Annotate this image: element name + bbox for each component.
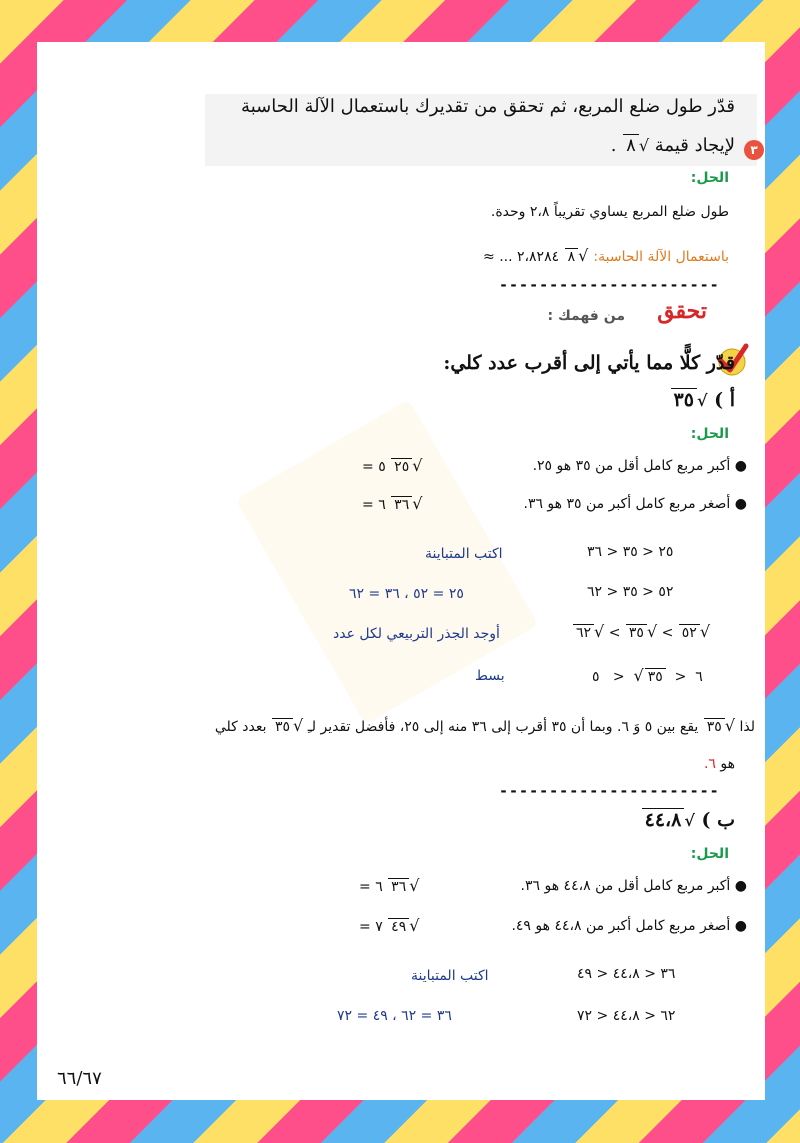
conclusion-expr-2 xyxy=(271,716,303,735)
part-a-label xyxy=(670,388,735,411)
part-a-step-2-side: ٢٥ = ٥٢ ، ٣٦ = ٦٢ xyxy=(349,586,464,602)
part-a-bullet-1-radicand: ٢٥ xyxy=(391,458,412,475)
part-b-step-1-label: اكتب المتباينة xyxy=(411,968,489,984)
question-line-2-text: لإيجاد قيمة xyxy=(654,135,735,156)
part-b-bullet-2-radicand: ٤٩ xyxy=(388,918,409,935)
part-b-bullet-1-radicand: ٣٦ xyxy=(388,878,409,895)
verify-subtitle: من فهمك : xyxy=(547,308,625,324)
part-a-bullet-1-result: = ٥ xyxy=(362,459,386,475)
part-b-bullet-1-text: أكبر مربع كامل أقل من ٤٤،٨ هو ٣٦. xyxy=(520,878,731,894)
part-b-bullet-1-result: = ٦ xyxy=(359,879,383,895)
part-b-bullet-1 xyxy=(521,878,747,894)
radical-icon: √ xyxy=(699,622,711,641)
radicand: ٨ xyxy=(623,134,639,156)
radical-icon: √ xyxy=(412,456,423,475)
part-a-step-4-right: ٦ xyxy=(695,669,703,685)
radical-icon: √ xyxy=(638,136,650,155)
part-b-bullet-1-math xyxy=(359,876,419,895)
calc-value: ≈ ... ٢،٨٢٨٤ xyxy=(483,249,560,265)
calc-row xyxy=(483,246,729,265)
calc-expression xyxy=(483,246,588,265)
part-a-step-1-math: ٢٥ < ٣٥ < ٣٦ xyxy=(587,544,674,560)
verify-title: تحقق xyxy=(657,298,707,324)
part-a-bullet-2-result: = ٦ xyxy=(362,497,386,513)
radical-icon: √ xyxy=(412,494,423,513)
conclusion-expr-1 xyxy=(703,716,735,735)
part-b-step-1-math: ٣٦ < ٤٤،٨ < ٤٩ xyxy=(577,966,676,982)
radical-icon: √ xyxy=(724,716,736,735)
radical-icon: √ xyxy=(293,716,304,735)
question-line-2-end: . xyxy=(610,135,617,156)
part-b-bullet-2-text: أصغر مربع كامل أكبر من ٤٤،٨ هو ٤٩. xyxy=(511,918,731,934)
radical-icon: √ xyxy=(578,246,589,265)
calc-radicand: ٨ xyxy=(565,248,579,265)
part-b-label xyxy=(641,808,735,831)
conclusion-radicand-1: ٣٥ xyxy=(704,718,725,735)
part-a-conclusion-line-2 xyxy=(704,756,735,772)
conclusion-middle: يقع بين ٥ وَ ٦. وبما أن ٣٥ أقرب إلى ٣٦ منه إلى ٢٥، فأفضل تقدير لـِ xyxy=(307,719,699,735)
part-a-step-3-math: ٦٢ √ < ٣٥ √ < ٥٢ √ xyxy=(572,622,710,641)
part-a-radicand: ٣٥ xyxy=(671,388,697,411)
bullet-icon: ● xyxy=(734,458,747,474)
worksheet-page xyxy=(37,42,765,1100)
part-b-step-2-math: ٦٢ < ٤٤،٨ < ٧٢ xyxy=(577,1008,676,1024)
part-b-bullet-2 xyxy=(511,918,747,934)
bullet-icon: ● xyxy=(734,496,747,512)
solution-label: الحل: xyxy=(690,170,729,186)
part-a-step-3-radicand-2: ٣٥ xyxy=(626,624,647,641)
radical-icon: √ xyxy=(409,876,420,895)
question-number-badge: ٣ xyxy=(744,140,764,160)
part-b-letter: ب ) xyxy=(701,809,735,831)
conclusion-suffix: بعدد كلي xyxy=(214,719,267,735)
part-b-radicand: ٤٤،٨ xyxy=(642,808,685,831)
part-a-bullet-1-math xyxy=(362,456,422,475)
divider: ---------------------- xyxy=(499,276,720,294)
part-a-step-1-label: اكتب المتباينة xyxy=(425,546,503,562)
part-a-step-3-label: أوجد الجذر التربيعي لكل عدد xyxy=(333,626,500,642)
conclusion-prefix: لذا xyxy=(739,719,755,735)
instruction-heading: قدّر كلًّا مما يأتي إلى أقرب عدد كلي: xyxy=(443,352,735,374)
part-a-bullet-2-text: أصغر مربع كامل أكبر من ٣٥ هو ٣٦. xyxy=(523,496,731,512)
part-b-bullet-2-math xyxy=(359,916,419,935)
conclusion-radicand-2: ٣٥ xyxy=(272,718,293,735)
part-a-letter: أ ) xyxy=(714,389,735,411)
part-a-step-4-math: ٦ < ٣٥√ < ٥ xyxy=(592,666,703,685)
conclusion-answer: ٦. xyxy=(703,756,716,772)
calc-label: باستعمال الآلة الحاسبة: xyxy=(593,249,729,265)
radical-icon: √ xyxy=(646,622,658,641)
part-a-step-4-left: ٥ xyxy=(592,669,600,685)
part-a-bullet-2-radicand: ٣٦ xyxy=(391,496,412,513)
conclusion-is: هو xyxy=(720,756,735,772)
radical-icon: √ xyxy=(409,916,420,935)
radical-icon: √ xyxy=(684,811,695,830)
part-b-solution-label: الحل: xyxy=(690,846,729,862)
part-b-bullet-2-result: = ٧ xyxy=(359,919,383,935)
page-number: ٦٦/٦٧ xyxy=(57,1068,102,1089)
radical-icon: √ xyxy=(594,622,605,641)
part-a-conclusion-line-1 xyxy=(215,716,755,735)
divider-2: ---------------------- xyxy=(499,782,720,800)
question-line-1: قدّر طول ضلع المربع، ثم تحقق من تقديرك باستعمال الآلة الحاسبة xyxy=(241,96,735,117)
part-a-bullet-1-text: أكبر مربع كامل أقل من ٣٥ هو ٢٥. xyxy=(532,458,731,474)
bullet-icon: ● xyxy=(734,878,747,894)
part-a-bullet-2-math xyxy=(362,494,422,513)
part-b-expression xyxy=(641,808,695,831)
bullet-icon: ● xyxy=(734,918,747,934)
part-b-step-2-side: ٣٦ = ٦٢ ، ٤٩ = ٧٢ xyxy=(337,1008,452,1024)
part-a-bullet-1 xyxy=(533,458,747,474)
part-a-step-3-radicand-1: ٥٢ xyxy=(679,624,700,641)
part-a-step-4-radicand: ٣٥ xyxy=(645,668,666,685)
part-a-expression xyxy=(670,388,708,411)
radical-icon: √ xyxy=(696,391,708,410)
part-a-bullet-2 xyxy=(523,496,747,512)
part-a-solution-label: الحل: xyxy=(690,426,729,442)
radical-icon: √ xyxy=(633,666,644,685)
q3-answer: طول ضلع المربع يساوي تقريباً ٢،٨ وحدة. xyxy=(490,204,729,220)
part-a-step-3-radicand-3: ٦٢ xyxy=(573,624,594,641)
question-line-2 xyxy=(611,134,735,156)
part-a-step-2-math: ٥٢ < ٣٥ < ٦٢ xyxy=(587,584,674,600)
part-a-step-4-label: بسط xyxy=(475,668,505,684)
